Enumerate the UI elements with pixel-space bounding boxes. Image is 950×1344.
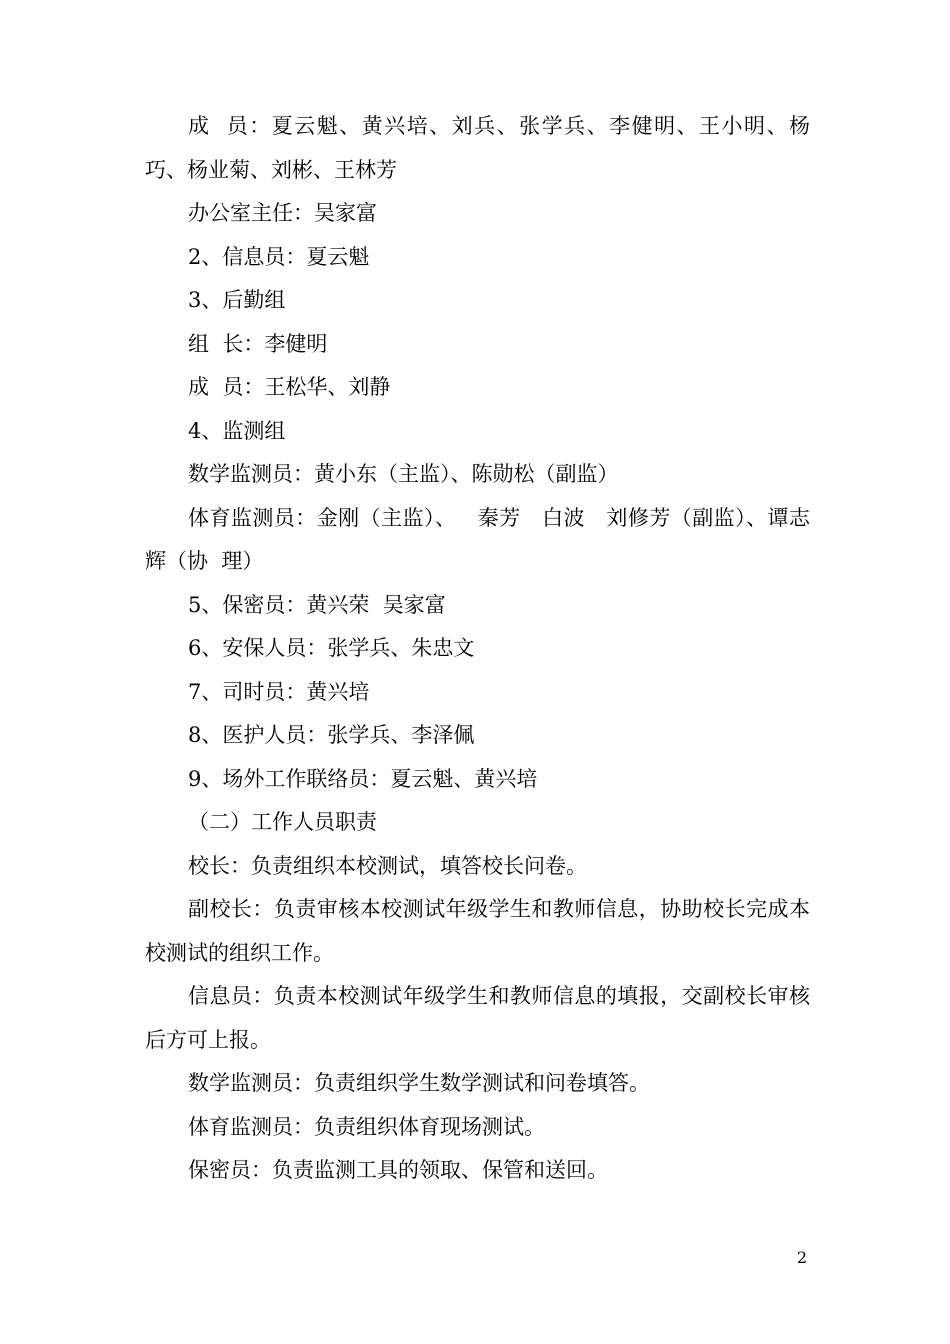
paragraph-logistics-group: 3、后勤组: [188, 288, 286, 312]
paragraph-pe-monitor-duty: 体育监测员：负责组织体育现场测试。: [188, 1114, 545, 1139]
paragraph-information-officer-duty: 信息员：负责本校测试年级学生和教师信息的填报，交副校长审核后方可上报。: [145, 984, 810, 1052]
paragraph-pe-monitors: 体育监测员：金刚（主监）、 秦芳 白波 刘修芳（副监）、谭志辉（协 理）: [145, 505, 810, 573]
paragraph-confidentiality-officers: 5、保密员：黄兴荣 吴家富: [188, 592, 446, 617]
paragraph-vice-principal-duty: 副校长：负责审核本校测试年级学生和教师信息，协助校长完成本校测试的组织工作。: [145, 897, 810, 965]
document-body: [145, 105, 810, 1193]
paragraph-security-staff: 6、安保人员：张学兵、朱忠文: [188, 636, 475, 660]
section-heading-duties: （二）工作人员职责: [188, 810, 377, 834]
paragraph-confidentiality-duty: 保密员：负责监测工具的领取、保管和送回。: [188, 1158, 608, 1182]
paragraph-outside-liaison: 9、场外工作联络员：夏云魁、黄兴培: [188, 766, 538, 791]
paragraph-logistics-leader: 组 长：李健明: [188, 331, 328, 356]
paragraph-monitoring-group: 4、监测组: [188, 418, 286, 443]
paragraph-timekeeper: 7、司时员：黄兴培: [188, 679, 370, 704]
paragraph-members: 成 员：夏云魁、黄兴培、刘兵、张学兵、李健明、王小明、杨巧、杨业菊、刘彬、王林芳: [145, 114, 810, 182]
page-number: 2: [796, 1248, 807, 1267]
paragraph-office-director: 办公室主任：吴家富: [188, 201, 377, 225]
paragraph-math-monitor-duty: 数学监测员：负责组织学生数学测试和问卷填答。: [188, 1071, 650, 1095]
paragraph-medical-staff: 8、医护人员：张学兵、李泽佩: [188, 723, 475, 747]
paragraph-principal-duty: 校长：负责组织本校测试，填答校长问卷。: [188, 853, 587, 878]
paragraph-math-monitors: 数学监测员：黄小东（主监）、陈勋松（副监）: [188, 462, 619, 486]
paragraph-logistics-members: 成 员：王松华、刘静: [188, 375, 391, 399]
paragraph-information-officer: 2、信息员：夏云魁: [188, 244, 370, 269]
